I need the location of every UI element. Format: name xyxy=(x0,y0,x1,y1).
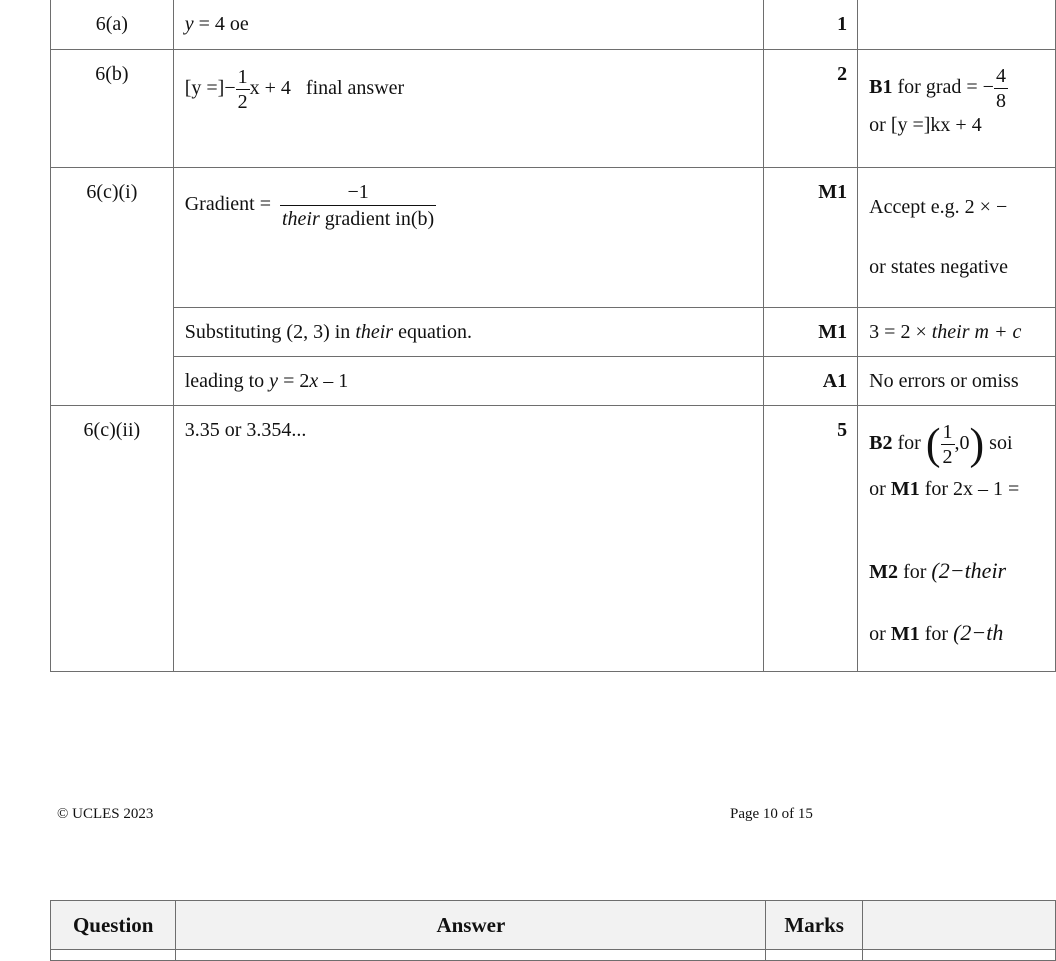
guidance-text: Accept e.g. 2 × − xyxy=(869,196,1008,218)
answer-fraction xyxy=(280,182,436,229)
guidance-cell xyxy=(858,168,1056,308)
guidance-text: or [y =]kx + 4 xyxy=(869,114,982,136)
answer-fraction-den: 2 xyxy=(237,91,248,113)
table-row xyxy=(51,308,1056,357)
answer-italic: their xyxy=(355,321,394,343)
answer-fraction-den-text: gradient in(b) xyxy=(324,208,435,230)
answer-italic: y xyxy=(269,370,279,392)
paren-icon: ) xyxy=(969,419,985,469)
guidance-text: 3 = 2 × xyxy=(869,321,932,343)
guidance-cell xyxy=(858,0,1056,50)
header-marks: Marks xyxy=(766,901,863,950)
guidance-text: for 2x – 1 = xyxy=(919,478,1020,500)
answer-text: leading to xyxy=(184,370,270,392)
mark-code: M2 xyxy=(869,561,899,583)
marks-cell: 1 xyxy=(763,0,857,50)
header-guidance xyxy=(863,901,1056,950)
header-question: Question xyxy=(51,901,176,950)
mark-code: M1 xyxy=(890,623,920,645)
mark-code: B1 xyxy=(869,76,893,99)
answer-prefix: [y =]− xyxy=(184,77,236,100)
header-answer: Answer xyxy=(176,901,766,950)
page-number: Page 10 of 15 xyxy=(730,806,813,822)
guidance-fraction-num: 1 xyxy=(942,421,953,443)
marks-cell: M1 xyxy=(763,168,857,308)
table-row xyxy=(51,50,1056,168)
guidance-text: ,0 xyxy=(954,432,970,455)
answer-cell xyxy=(173,357,763,406)
answer-text: – 1 xyxy=(318,370,349,392)
mark-scheme-table xyxy=(50,0,1056,672)
guidance-cell xyxy=(858,308,1056,357)
guidance-text: for grad = − xyxy=(897,76,994,99)
guidance-cell: No errors or omiss xyxy=(858,357,1056,406)
answer-fraction-den xyxy=(280,205,436,229)
answer-text: equation. xyxy=(393,321,472,343)
guidance-cell xyxy=(858,406,1056,672)
guidance-fraction-num: 4 xyxy=(995,65,1006,87)
guidance-text: for xyxy=(898,561,932,583)
guidance-fraction-den: 2 xyxy=(942,446,953,468)
marks-cell: 5 xyxy=(763,406,857,672)
answer-italic: x xyxy=(309,370,319,392)
guidance-text: for xyxy=(892,432,926,455)
guidance-fraction-den: 8 xyxy=(995,90,1006,112)
guidance-cell xyxy=(858,50,1056,168)
marks-cell: M1 xyxy=(763,308,857,357)
answer-cell xyxy=(173,308,763,357)
answer-fraction-num: 1 xyxy=(237,66,248,88)
question-cell: 6(a) xyxy=(51,0,174,50)
answer-cell xyxy=(173,168,763,308)
guidance-italic: their m + c xyxy=(931,321,1022,343)
mark-code: M1 xyxy=(890,478,920,500)
table-row xyxy=(51,406,1056,672)
question-cell: 6(c)(i) xyxy=(51,168,174,406)
answer-text: = 2 xyxy=(278,370,310,392)
answer-note: final answer xyxy=(305,77,405,100)
answer-suffix: x + 4 xyxy=(249,77,291,100)
guidance-expression: (2−their xyxy=(931,558,1007,583)
answer-cell xyxy=(173,50,763,168)
question-cell: 6(b) xyxy=(51,50,174,168)
table-row xyxy=(51,357,1056,406)
guidance-text: for xyxy=(919,623,954,645)
guidance-text: or xyxy=(869,478,891,500)
marks-cell: A1 xyxy=(763,357,857,406)
guidance-text: soi xyxy=(984,432,1013,455)
next-page-table-header xyxy=(50,900,1056,961)
guidance-fraction xyxy=(941,422,955,467)
guidance-expression: (2−th xyxy=(953,620,1004,645)
guidance-fraction xyxy=(994,66,1008,111)
guidance-text: or xyxy=(869,623,891,645)
table-row xyxy=(51,168,1056,308)
answer-cell: 3.35 or 3.354... xyxy=(173,406,763,672)
guidance-text: or states negative xyxy=(869,256,1009,278)
mark-code: B2 xyxy=(869,432,893,455)
answer-label: Gradient = xyxy=(184,193,271,216)
answer-fraction xyxy=(236,67,250,112)
answer-text: Substituting (2, 3) in xyxy=(184,321,356,343)
answer-fraction-num: −1 xyxy=(347,181,369,203)
table-row xyxy=(51,0,1056,50)
copyright-footer: © UCLES 2023 xyxy=(57,806,154,822)
marks-cell: 2 xyxy=(763,50,857,168)
answer-fraction-den-italic: their xyxy=(281,208,320,230)
paren-icon: ( xyxy=(925,419,941,469)
question-cell: 6(c)(ii) xyxy=(51,406,174,672)
answer-cell: y = 4 oe xyxy=(173,0,763,50)
